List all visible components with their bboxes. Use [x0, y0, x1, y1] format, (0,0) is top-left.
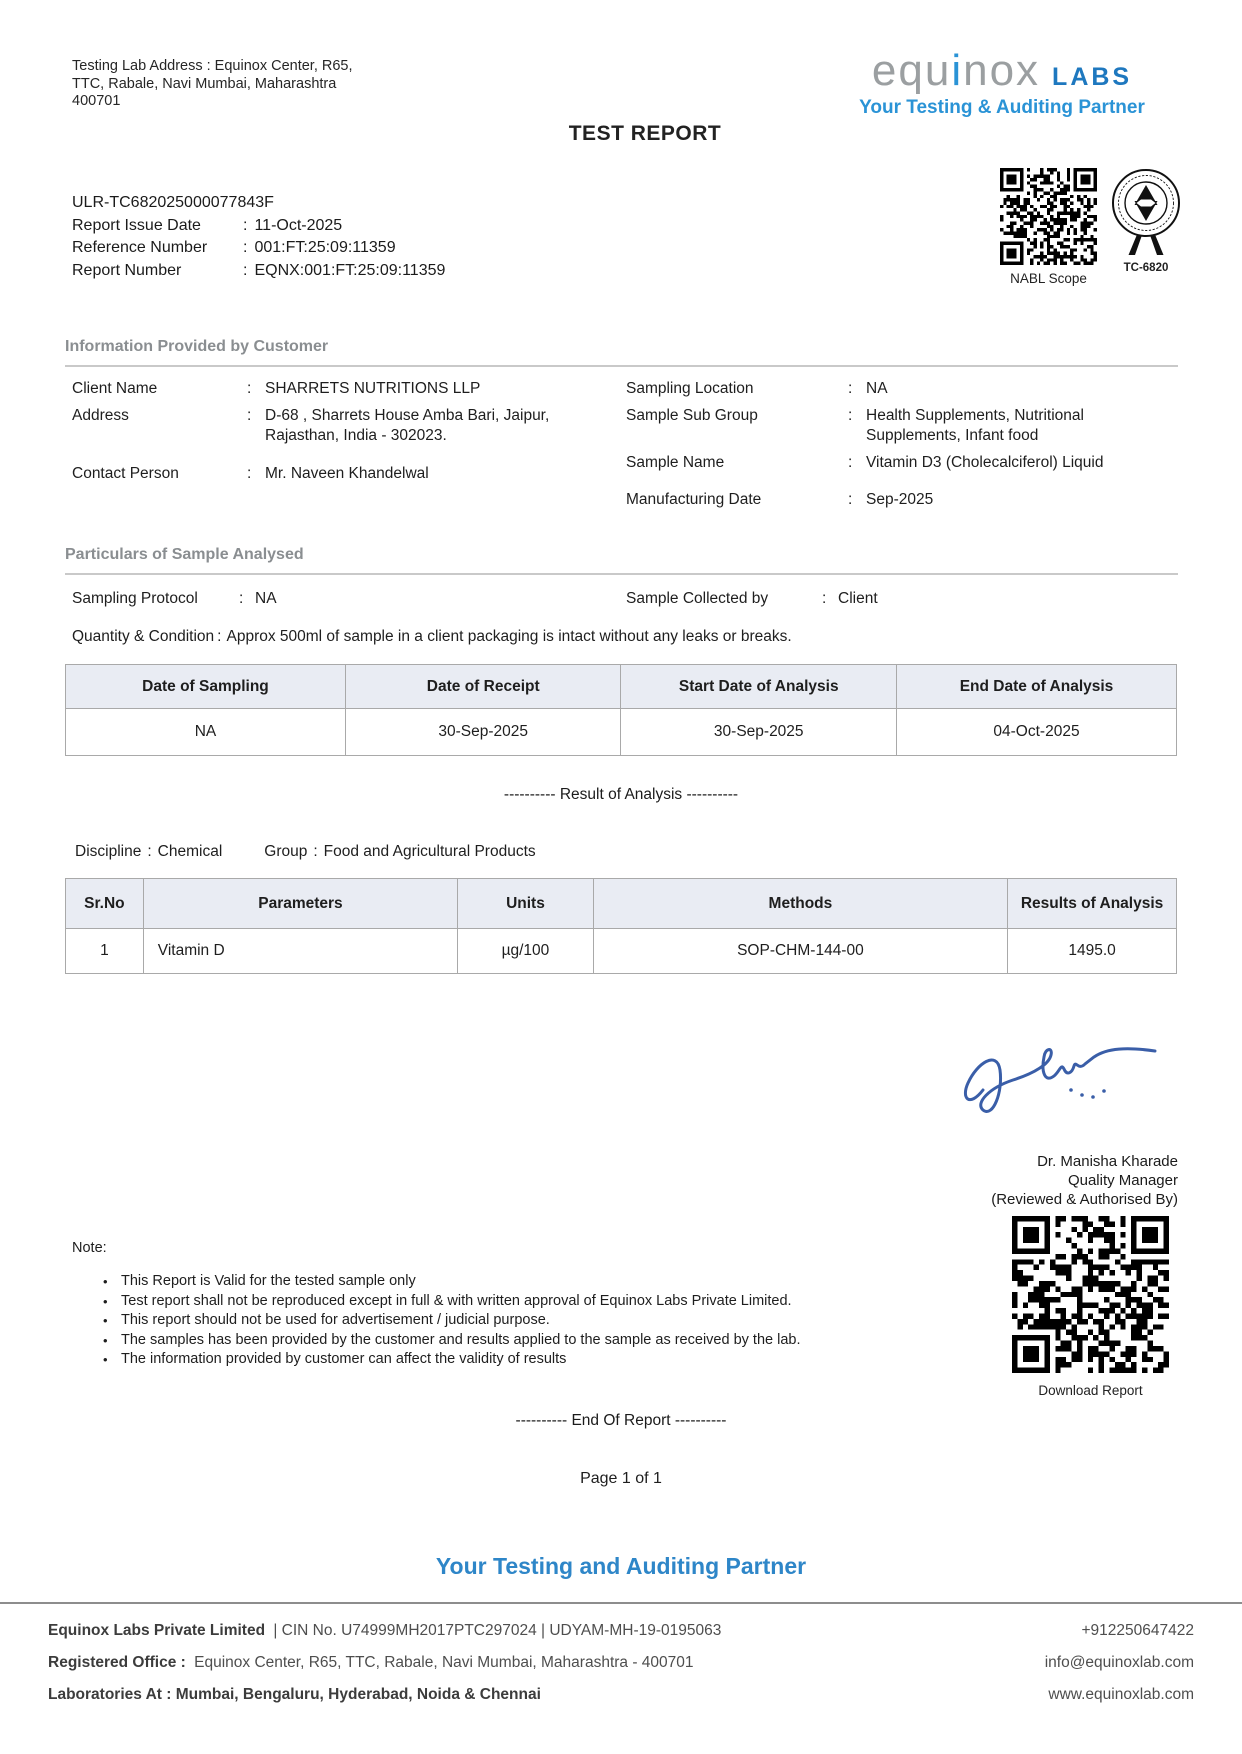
table-header-row — [66, 879, 1177, 929]
field-label: Sampling Location — [626, 380, 754, 397]
end-of-report-divider: ---------- End Of Report ---------- — [515, 1412, 727, 1429]
nabl-scope-label: NABL Scope — [1010, 271, 1087, 286]
logo-word — [872, 46, 1040, 96]
section-heading-customer-info: Information Provided by Customer — [65, 338, 1178, 367]
field-value: SHARRETS NUTRITIONS LLP — [265, 380, 481, 397]
note-text: This report should not be used for advertisement / judicial purpose. — [121, 1312, 550, 1328]
table-row — [66, 709, 1177, 756]
info-row — [626, 406, 1182, 447]
footer-website: www.equinoxlab.com — [1048, 1686, 1194, 1703]
colon: : — [243, 216, 248, 234]
column-header: Date of Receipt — [345, 665, 621, 709]
note-item — [103, 1350, 903, 1370]
colon: : — [848, 406, 853, 424]
footer-row — [48, 1654, 1194, 1672]
authoriser-name: Dr. Manisha Kharade — [1037, 1153, 1178, 1170]
group-label: Group — [264, 843, 308, 860]
group-value: Food and Agricultural Products — [323, 843, 536, 860]
field-label: Sampling Protocol — [72, 590, 198, 607]
column-header: Start Date of Analysis — [621, 665, 897, 709]
column-header: Parameters — [143, 879, 457, 929]
analysis-dates-table — [65, 664, 1177, 756]
meta-label: Report Number — [72, 261, 182, 279]
lab-address-line: TTC, Rabale, Navi Mumbai, Maharashtra — [72, 75, 337, 92]
note-text: The information provided by customer can affect the validity of results — [121, 1351, 567, 1367]
table-cell-method: SOP-CHM-144-00 — [593, 929, 1007, 974]
colon: : — [822, 590, 827, 607]
column-header: Sr.No — [66, 879, 144, 929]
note-item — [103, 1272, 903, 1292]
field-label: Sample Sub Group — [626, 406, 758, 424]
notes-list — [103, 1272, 903, 1370]
page-number: Page 1 of 1 — [580, 1470, 662, 1487]
footer-tagline: Your Testing and Auditing Partner — [435, 1553, 807, 1579]
table-cell-srno: 1 — [66, 929, 144, 974]
download-report-label: Download Report — [1038, 1383, 1143, 1398]
section-heading-particulars: Particulars of Sample Analysed — [65, 546, 1178, 575]
field-value: Client — [838, 590, 878, 607]
table-cell: 30-Sep-2025 — [345, 709, 621, 756]
info-row — [72, 406, 577, 447]
logo-labs-text: LABS — [1052, 63, 1133, 91]
field-value: NA — [255, 590, 277, 607]
bullet-icon: • — [103, 1313, 108, 1328]
note-item — [103, 1311, 903, 1331]
bullet-icon: • — [103, 1293, 108, 1309]
lab-address — [72, 58, 417, 111]
column-header: Date of Sampling — [66, 665, 346, 709]
customer-info-left-column — [72, 379, 577, 484]
customer-info-right-column — [626, 379, 1182, 511]
footer-regular-text: | CIN No. U74999MH2017PTC297024 | UDYAM-MH-19-0195063 — [269, 1622, 722, 1639]
note-heading: Note: — [72, 1240, 107, 1256]
sample-collected-row — [626, 590, 1046, 608]
footer-divider-line — [0, 1602, 1242, 1604]
note-text: This Report is Valid for the tested sample only — [121, 1273, 416, 1289]
result-of-analysis-divider: ---------- Result of Analysis ---------- — [503, 786, 739, 803]
note-item — [103, 1331, 903, 1351]
footer-email: info@equinoxlab.com — [1044, 1654, 1194, 1671]
footer-bold-text: Registered Office : — [48, 1654, 186, 1671]
info-row — [72, 379, 577, 400]
footer-left — [48, 1686, 545, 1704]
field-value: D-68 , Sharrets House Amba Bari, Jaipur, Rajasthan, India - 302023. — [265, 406, 550, 444]
note-text: Test report shall not be reproduced except in full & with written approval of Equinox Labs Private Limited. — [121, 1292, 792, 1309]
meta-value: EQNX:001:FT:25:09:11359 — [254, 261, 446, 279]
table-header-row — [66, 665, 1177, 709]
nabl-scope-qr-icon — [1000, 168, 1097, 265]
seal-label: TC-6820 — [1123, 262, 1169, 274]
logo-word-part: equ — [871, 46, 952, 95]
bullet-icon: • — [103, 1274, 108, 1289]
field-value: Mr. Naveen Khandelwal — [265, 464, 429, 482]
meta-value: 001:FT:25:09:11359 — [254, 239, 396, 256]
table-cell: 30-Sep-2025 — [621, 709, 897, 756]
footer-left — [48, 1654, 694, 1672]
colon: : — [848, 491, 853, 508]
info-row — [626, 379, 1182, 400]
field-value: Approx 500ml of sample in a client packaging is intact without any leaks or breaks. — [226, 628, 792, 645]
discipline-group-line — [75, 843, 536, 861]
footer-bold-text: Laboratories At : Mumbai, Bengaluru, Hyderabad, Noida & Chennai — [48, 1686, 541, 1703]
footer-regular-text: Equinox Center, R65, TTC, Rabale, Navi Mumbai, Maharashtra - 400701 — [189, 1654, 694, 1671]
download-report-qr-icon — [1012, 1216, 1169, 1373]
report-meta-row — [72, 237, 445, 260]
colon: : — [217, 628, 222, 645]
colon: : — [243, 261, 248, 279]
field-label: Contact Person — [72, 464, 179, 482]
footer-left — [48, 1622, 721, 1640]
footer-row — [48, 1686, 1194, 1704]
table-cell: NA — [66, 709, 346, 756]
field-label: Address — [72, 406, 129, 424]
colon: : — [147, 843, 152, 860]
logo-wordmark — [834, 46, 1170, 96]
logo-tagline: Your Testing & Auditing Partner — [859, 97, 1145, 118]
equinox-logo — [834, 46, 1170, 119]
field-value: NA — [866, 380, 888, 397]
bullet-icon: • — [103, 1332, 108, 1348]
column-header: Methods — [593, 879, 1007, 929]
logo-i-letter: i — [951, 46, 964, 95]
field-label: Client Name — [72, 380, 158, 397]
colon: : — [313, 843, 318, 860]
table-cell: 04-Oct-2025 — [897, 709, 1177, 756]
report-meta — [72, 192, 445, 282]
signature-icon — [955, 1038, 1170, 1133]
field-label: Sample Collected by — [626, 590, 769, 607]
column-header: End Date of Analysis — [897, 665, 1177, 709]
meta-label: Report Issue Date — [72, 216, 201, 234]
colon: : — [239, 590, 244, 607]
footer-row — [48, 1622, 1194, 1640]
table-row — [66, 929, 1177, 974]
column-header: Results of Analysis — [1008, 879, 1177, 929]
footer-bold-text: Equinox Labs Private Limited — [48, 1622, 266, 1639]
field-value: Vitamin D3 (Cholecalciferol) Liquid — [866, 453, 1104, 471]
info-row — [626, 453, 1182, 474]
colon: : — [247, 464, 252, 482]
footer — [48, 1622, 1194, 1718]
authoriser-block — [818, 1152, 1178, 1209]
colon: : — [848, 380, 853, 397]
field-label: Sample Name — [626, 453, 725, 471]
colon: : — [247, 380, 252, 397]
quantity-condition-row — [72, 628, 792, 646]
lab-address-line: 400701 — [72, 93, 121, 109]
sampling-protocol-row — [72, 590, 492, 608]
bullet-icon: • — [103, 1352, 108, 1367]
colon: : — [247, 406, 252, 424]
info-row — [72, 464, 577, 485]
note-text: The samples has been provided by the customer and results applied to the sample as received by the lab. — [121, 1331, 801, 1348]
colon: : — [848, 453, 853, 471]
nabl-accreditation-seal-icon — [1110, 166, 1182, 260]
table-cell-units: µg/100 — [458, 929, 594, 974]
field-label: Manufacturing Date — [626, 491, 762, 508]
footer-phone: +912250647422 — [1081, 1622, 1194, 1639]
ulr-number: ULR-TC682025000077843F — [72, 194, 274, 211]
colon: : — [243, 239, 248, 256]
authoriser-role: Quality Manager — [1067, 1172, 1178, 1189]
discipline-value: Chemical — [157, 843, 223, 860]
results-of-analysis-table — [65, 878, 1177, 974]
info-row — [626, 490, 1182, 511]
field-label: Quantity & Condition — [72, 628, 215, 645]
meta-label: Reference Number — [72, 239, 208, 256]
table-cell-parameter: Vitamin D — [143, 929, 457, 974]
discipline-label: Discipline — [75, 843, 142, 860]
logo-word-part: nox — [963, 46, 1041, 95]
lab-address-line: Testing Lab Address : Equinox Center, R65, — [72, 58, 353, 74]
field-value: Health Supplements, Nutritional Supplements, Infant food — [866, 406, 1084, 444]
authoriser-note: (Reviewed & Authorised By) — [991, 1191, 1178, 1208]
page-title: TEST REPORT — [568, 122, 722, 145]
column-header: Units — [458, 879, 594, 929]
meta-value: 11-Oct-2025 — [254, 216, 343, 234]
field-value: Sep-2025 — [866, 491, 934, 508]
note-item — [103, 1292, 903, 1312]
report-meta-row — [72, 215, 445, 238]
table-cell-result: 1495.0 — [1008, 929, 1177, 974]
report-meta-row — [72, 260, 445, 283]
